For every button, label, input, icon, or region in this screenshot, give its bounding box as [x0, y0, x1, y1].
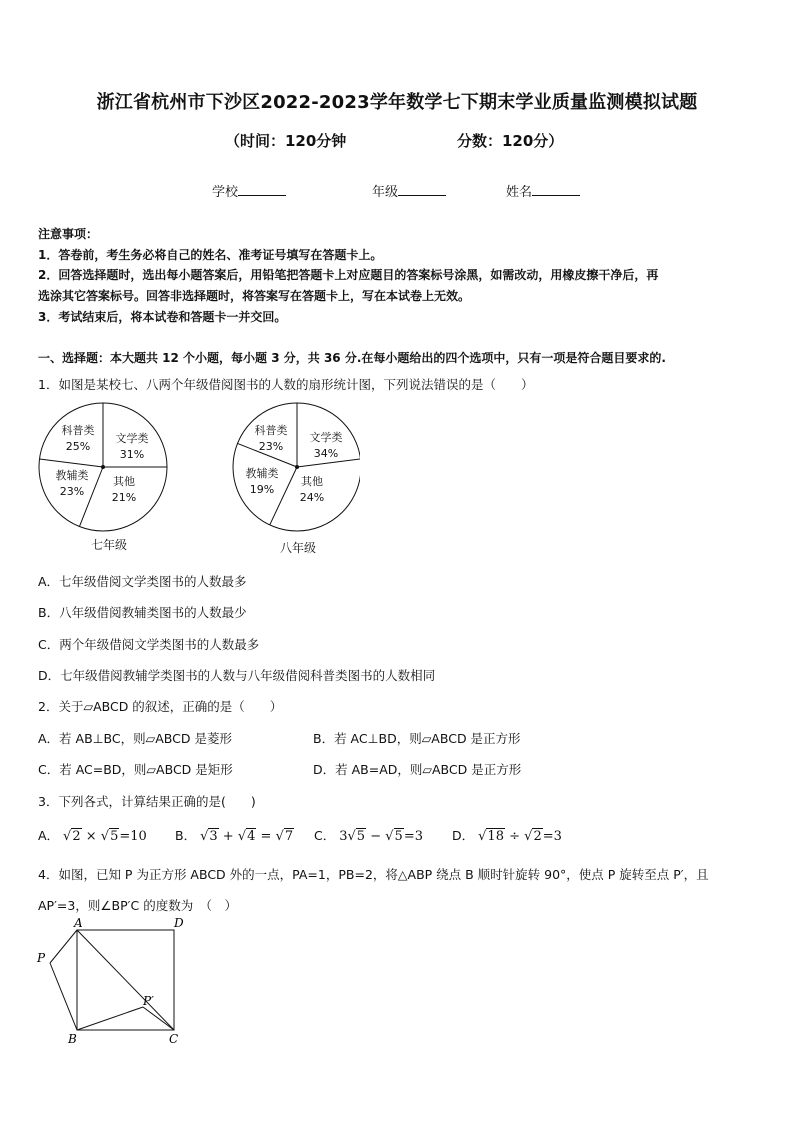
point-label-c: C: [169, 1032, 179, 1046]
pie-slice-label: 教辅类: [245, 467, 279, 480]
exam-score: 分数：120分）: [457, 132, 564, 150]
pie-slice-value: 24%: [299, 491, 325, 504]
q3-c-result: =3: [403, 829, 423, 844]
section-1-heading: 一、选择题：本大题共 12 个小题，每小题 3 分，共 36 分.在每小题给出的四个选项中，只有一项是符合题目要求的.: [38, 351, 666, 365]
q4-stem-line-2: AP′=3，则∠BP′C 的度数为 （ ）: [38, 898, 237, 913]
pie-slice-value: 25%: [65, 440, 91, 453]
q3-b-radicand-1: 3: [209, 829, 218, 844]
q4-stem-line-1: 4．如图，已知 P 为正方形 ABCD 外的一点，PA=1，PB=2，将△ABP 绕点 B 顺时针旋转 90°，使点 P 旋转至点 P′，且: [38, 867, 709, 882]
point-label-p: P: [37, 951, 46, 965]
segment-p-prime-c: [143, 1007, 174, 1030]
q3-option-b[interactable]: B． √3 + √4 = √7: [175, 828, 294, 844]
pie-chart-grade-8: [233, 403, 360, 555]
pie-slice-label: 其他: [301, 475, 323, 488]
q3-d-operator: ÷: [509, 829, 521, 844]
pie-center-dot: [295, 465, 299, 469]
q3-b-operator: +: [222, 829, 234, 844]
name-label: 姓名: [506, 185, 533, 200]
pie-slice-value: 19%: [249, 483, 275, 496]
q3-d-label: D．: [452, 828, 475, 843]
q3-b-radicand-2: 4: [247, 829, 256, 844]
notice-item-2-line-2: 选涂其它答案标号。回答非选择题时，将答案写在答题卡上，写在本试卷上无效。: [38, 289, 471, 303]
pie-slice-label: 文学类: [309, 431, 343, 444]
q1-option-a[interactable]: A．七年级借阅文学类图书的人数最多: [38, 574, 247, 589]
q2-option-a[interactable]: A．若 AB⊥BC，则▱ABCD 是菱形: [38, 731, 232, 746]
q2-option-b[interactable]: B．若 AC⊥BD，则▱ABCD 是正方形: [313, 731, 521, 746]
q3-a-label: A．: [38, 828, 60, 843]
q1-option-d[interactable]: D．七年级借阅教辅学类图书的人数与八年级借阅科普类图书的人数相同: [38, 668, 436, 683]
q3-option-c[interactable]: C． 3√5 − √5=3: [314, 828, 423, 844]
pie-chart-title: 七年级: [90, 538, 128, 552]
q2-option-d[interactable]: D．若 AB=AD，则▱ABCD 是正方形: [313, 762, 522, 777]
q1-option-c[interactable]: C．两个年级借阅文学类图书的人数最多: [38, 637, 260, 652]
pie-slice-value: 23%: [59, 485, 85, 498]
grade-blank[interactable]: [398, 183, 446, 196]
pie-center-dot: [101, 465, 105, 469]
q3-b-radicand-3: 7: [284, 829, 294, 844]
q3-c-radicand-1: 5: [356, 829, 366, 844]
q2-stem: 2．关于▱ABCD 的叙述，正确的是（ ）: [38, 699, 283, 714]
pie-chart-title: 八年级: [279, 541, 317, 555]
q3-option-d[interactable]: D． √18 ÷ √2=3: [452, 828, 562, 844]
q1-option-b[interactable]: B．八年级借阅教辅类图书的人数最少: [38, 605, 247, 620]
segment-ac: [77, 930, 174, 1030]
pie-slice-label: 科普类: [254, 424, 288, 437]
q3-d-result: =3: [542, 829, 562, 844]
q3-c-label: C．: [314, 828, 336, 843]
pie-slice-label: 文学类: [115, 432, 149, 445]
q3-a-radicand-2: 5: [110, 829, 119, 844]
pie-slice-label: 其他: [113, 475, 135, 488]
q3-c-radicand-2: 5: [394, 829, 403, 844]
pie-slice-value: 21%: [111, 491, 137, 504]
school-label: 学校: [212, 185, 239, 200]
pie-slice-value: 34%: [313, 447, 339, 460]
segment-ap: [50, 930, 77, 963]
name-field[interactable]: [506, 181, 580, 200]
exam-time: （时间：120分钟: [225, 132, 347, 150]
notice-item-3: 3．考试结束后，将本试卷和答题卡一并交回。: [38, 310, 287, 324]
q3-a-operator: ×: [85, 829, 97, 844]
q3-b-label: B．: [175, 828, 197, 843]
point-label-d: D: [174, 916, 184, 930]
pie-slice-label: 科普类: [61, 424, 95, 437]
notice-heading: 注意事项：: [38, 227, 99, 241]
pie-slice-value: 23%: [258, 440, 284, 453]
point-label-b: B: [68, 1032, 77, 1046]
q3-b-equals: =: [260, 829, 272, 844]
q2-option-c[interactable]: C．若 AC=BD，则▱ABCD 是矩形: [38, 762, 233, 777]
q3-d-radicand-2: 2: [533, 829, 542, 844]
q3-c-operator: −: [370, 829, 382, 844]
q1-stem: 1．如图是某校七、八两个年级借阅图书的人数的扇形统计图，下列说法错误的是（ ）: [38, 377, 534, 392]
q4-geometry-figure: [30, 915, 200, 1050]
segment-pb: [50, 963, 77, 1030]
point-label-p-prime: P′: [143, 994, 154, 1008]
school-blank[interactable]: [238, 183, 286, 196]
q3-a-result: =10: [119, 829, 147, 844]
pie-slice-label: 教辅类: [55, 469, 89, 482]
pie-slice-value: 31%: [119, 448, 145, 461]
notice-item-2-line-1: 2．回答选择题时，选出每小题答案后，用铅笔把答题卡上对应题目的答案标号涂黑，如需改动，用橡皮擦干净后，再: [38, 268, 659, 282]
school-field[interactable]: [212, 181, 286, 200]
q3-a-radicand-1: 2: [72, 829, 81, 844]
point-label-a: A: [74, 916, 83, 930]
q3-stem: 3．下列各式，计算结果正确的是( ): [38, 794, 256, 809]
grade-label: 年级: [372, 185, 399, 200]
pie-chart-grade-7: [39, 403, 167, 552]
q3-d-radicand-1: 18: [487, 829, 504, 844]
q3-option-a[interactable]: A． √2 × √5=10: [38, 828, 147, 844]
q3-c-coefficient: 3: [339, 829, 348, 844]
grade-field[interactable]: [372, 181, 446, 200]
q1-pie-charts: [30, 398, 360, 558]
name-blank[interactable]: [532, 183, 580, 196]
notice-item-1: 1．答卷前，考生务必将自己的姓名、准考证号填写在答题卡上。: [38, 248, 383, 262]
segment-bp-prime: [77, 1007, 143, 1030]
exam-title: 浙江省杭州市下沙区2022-2023学年数学七下期末学业质量监测模拟试题: [96, 92, 698, 113]
